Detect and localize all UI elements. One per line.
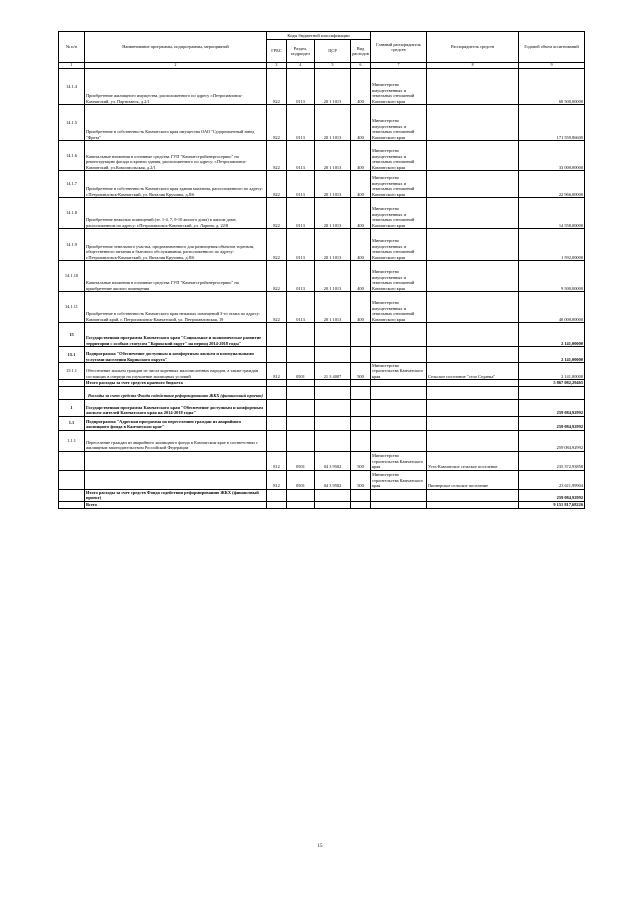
row-razdel	[287, 386, 315, 399]
row-grbs	[267, 347, 287, 363]
col-number: 2	[85, 63, 267, 69]
document-sheet	[58, 31, 584, 509]
row-amount: 60 500,00000	[519, 69, 585, 105]
row-recipient	[427, 347, 519, 363]
row-razdel: 0501	[287, 451, 315, 470]
row-razdel: 0113	[287, 141, 315, 171]
row-number: 1	[59, 399, 85, 416]
table-row	[59, 105, 585, 141]
row-razdel: 0113	[287, 171, 315, 198]
row-amount: 259 084,92992	[519, 399, 585, 416]
row-vr	[351, 386, 371, 399]
row-recipient	[427, 69, 519, 105]
row-csr	[315, 347, 351, 363]
table-row	[59, 292, 585, 323]
row-grbs	[267, 323, 287, 347]
row-manager	[371, 323, 427, 347]
row-razdel	[287, 323, 315, 347]
row-amount: 14 558,00000	[519, 198, 585, 229]
row-grbs	[267, 489, 287, 501]
table-row	[59, 69, 585, 105]
table-row	[59, 141, 585, 171]
row-recipient: Пионерское сельское поселение	[427, 470, 519, 489]
row-amount: 9 500,00000	[519, 261, 585, 292]
col-number: 9	[519, 63, 585, 69]
row-number: 14.1.7	[59, 171, 85, 198]
row-razdel: 0113	[287, 105, 315, 141]
row-amount: 40 000,00000	[519, 292, 585, 323]
row-name: Обеспечение жильем граждан из числа коренных малочисленных народов, а также граждан состоящих в очереди на улучшение жилищных условий	[85, 363, 267, 380]
row-grbs: 822	[267, 171, 287, 198]
row-amount: 2 141,00000	[519, 347, 585, 363]
row-name: Приобретение в собственность Камчатского края здания магазина, расположенного по адресу: г.Петропавловск-Камчатский, ул. Виталия Кручины, д.8/6	[85, 171, 267, 198]
table-row	[59, 430, 585, 451]
row-amount: 5 867 082,29465	[519, 380, 585, 386]
row-grbs	[267, 501, 287, 508]
row-amount: 259 084,92992	[519, 430, 585, 451]
row-razdel	[287, 501, 315, 508]
row-recipient	[427, 430, 519, 451]
table-row	[59, 386, 585, 399]
row-vr	[351, 430, 371, 451]
row-amount: 23 611,99904	[519, 470, 585, 489]
row-recipient	[427, 198, 519, 229]
row-amount: 259 084,92992	[519, 416, 585, 430]
row-vr: 500	[351, 363, 371, 380]
row-vr: 400	[351, 171, 371, 198]
budget-table	[58, 31, 585, 509]
row-manager: Министерство строительства Камчатского края	[371, 470, 427, 489]
row-number	[59, 501, 85, 508]
row-grbs	[267, 430, 287, 451]
table-row	[59, 451, 585, 470]
row-grbs: 812	[267, 451, 287, 470]
row-amount: 33 000,00000	[519, 141, 585, 171]
row-manager	[371, 347, 427, 363]
row-grbs: 822	[267, 105, 287, 141]
row-razdel: 0501	[287, 363, 315, 380]
row-name: Государственная программа Камчатского края "Социальное и экономическое развитие территории с особым статусом "Корякский округ" на период 2014-2018 годы"	[85, 323, 267, 347]
table-row	[59, 261, 585, 292]
row-grbs: 822	[267, 292, 287, 323]
header-vr: Вид расходов	[351, 40, 371, 63]
row-name: Итого расходы за счет средств Фонда содействия реформированию ЖКХ (финансовый проект)	[85, 489, 267, 501]
row-manager: Министерство строительства Камчатского края	[371, 363, 427, 380]
table-row	[59, 470, 585, 489]
header-grbs: ГРБС	[267, 40, 287, 63]
row-amount: 235 372,93858	[519, 451, 585, 470]
row-name	[85, 451, 267, 470]
row-csr	[315, 430, 351, 451]
row-name: Всего	[85, 501, 267, 508]
row-vr	[351, 347, 371, 363]
row-name: Приобретение в собственность Камчатского края нежилых помещений 3-го этажа по адресу: Камчатский край, г. Петропавловск-Камчатский, ул. Петропавловская, 19	[85, 292, 267, 323]
row-csr: 20 1 1013	[315, 141, 351, 171]
row-vr: 400	[351, 261, 371, 292]
table-row	[59, 323, 585, 347]
table-row	[59, 229, 585, 261]
col-number: 5	[315, 63, 351, 69]
row-vr	[351, 489, 371, 501]
row-vr: 400	[351, 292, 371, 323]
col-number: 3	[267, 63, 287, 69]
row-csr: 04 3 9502	[315, 470, 351, 489]
row-vr: 400	[351, 69, 371, 105]
row-amount: 2 141,00000	[519, 363, 585, 380]
row-name: Приобретение жилищного имущества, расположенного по адресу г.Петропавловск-Камчатский, ул. Партизанск, д.2/1	[85, 69, 267, 105]
row-number: 14.1.9	[59, 229, 85, 261]
row-razdel	[287, 416, 315, 430]
row-recipient	[427, 105, 519, 141]
table-row	[59, 198, 585, 229]
row-vr	[351, 323, 371, 347]
row-grbs: 812	[267, 470, 287, 489]
row-number: 14.1.8	[59, 198, 85, 229]
row-csr	[315, 399, 351, 416]
table-row	[59, 416, 585, 430]
row-recipient	[427, 416, 519, 430]
col-number: 1	[59, 63, 85, 69]
table-row	[59, 501, 585, 508]
row-manager: Министерство имущественных и земельных отношений Камчатского края	[371, 69, 427, 105]
row-grbs	[267, 399, 287, 416]
row-grbs	[267, 386, 287, 399]
row-recipient	[427, 489, 519, 501]
row-name: Капитальные вложения в основные средства ГУП "Камчатстройэнергосервис" на приобретение жилого помещения	[85, 261, 267, 292]
row-vr: 500	[351, 470, 371, 489]
row-recipient	[427, 323, 519, 347]
row-recipient	[427, 261, 519, 292]
row-vr: 400	[351, 229, 371, 261]
row-vr: 400	[351, 198, 371, 229]
header-recipient: Распорядитель средств	[427, 32, 519, 63]
row-vr	[351, 416, 371, 430]
row-manager: Министерство имущественных и земельных отношений Камчатского края	[371, 292, 427, 323]
row-razdel: 0113	[287, 292, 315, 323]
row-csr: 20 1 1013	[315, 229, 351, 261]
row-name: Государственная программа Камчатского края "Обеспечение доступным и комфортным жильем жителей Камчатского края на 2014-2018 годы"	[85, 399, 267, 416]
row-razdel	[287, 347, 315, 363]
row-csr: 20 1 1013	[315, 69, 351, 105]
row-manager	[371, 399, 427, 416]
row-grbs	[267, 416, 287, 430]
row-number: 15.1	[59, 347, 85, 363]
table-row	[59, 489, 585, 501]
row-number	[59, 451, 85, 470]
header-amount: Годовой объем ассигнований	[519, 32, 585, 63]
row-csr	[315, 386, 351, 399]
header-manager: Главный распорядитель средств	[371, 32, 427, 63]
row-amount: 1 592,00000	[519, 229, 585, 261]
row-grbs: 822	[267, 229, 287, 261]
row-recipient: Усть-Камчатское сельское поселение	[427, 451, 519, 470]
row-grbs: 822	[267, 69, 287, 105]
row-recipient	[427, 386, 519, 399]
row-csr: 20 1 1013	[315, 171, 351, 198]
row-recipient: Сельское поселение "село Седанка"	[427, 363, 519, 380]
row-razdel	[287, 430, 315, 451]
row-razdel: 0113	[287, 69, 315, 105]
row-vr: 500	[351, 451, 371, 470]
row-name: Приобретение земельного участка, предназначенного для размещения объектов торговли, общественного питания и бытового обслуживания, расположенного по адресу: г.Петропавловск-Камчатский, ул. Виталия Кручины, д.8/6	[85, 229, 267, 261]
row-manager	[371, 430, 427, 451]
col-number: 8	[427, 63, 519, 69]
row-name: Приобретение в собственность Камчатского края имущества ОАО "Судоремонтный завод "Фреза"	[85, 105, 267, 141]
row-number: 1.1.1	[59, 430, 85, 451]
row-razdel: 0113	[287, 229, 315, 261]
row-number: 14.1.5	[59, 105, 85, 141]
row-grbs: 822	[267, 261, 287, 292]
row-manager: Министерство имущественных и земельных отношений Камчатского края	[371, 171, 427, 198]
table-row	[59, 363, 585, 380]
row-grbs: 812	[267, 363, 287, 380]
col-number: 6	[351, 63, 371, 69]
col-number: 4	[287, 63, 315, 69]
row-razdel: 0113	[287, 198, 315, 229]
row-recipient	[427, 399, 519, 416]
row-recipient	[427, 501, 519, 508]
header-razdel: Раздел, подраздел	[287, 40, 315, 63]
table-row	[59, 347, 585, 363]
row-amount: 22 966,00000	[519, 171, 585, 198]
row-name: Итого расходы за счет средств краевого бюджета	[85, 380, 267, 386]
row-name: Расходы за счет средств Фонда содействия реформированию ЖКХ (финансовый проект)	[85, 386, 267, 399]
header-bcc: Коды бюджетной классификации	[267, 32, 371, 40]
header-no: № п/п	[59, 32, 85, 63]
row-razdel: 0501	[287, 470, 315, 489]
row-amount: 9 151 817,68226	[519, 501, 585, 508]
row-csr: 20 1 1013	[315, 198, 351, 229]
row-number	[59, 470, 85, 489]
row-vr: 400	[351, 141, 371, 171]
row-amount: 2 141,00000	[519, 323, 585, 347]
row-amount: 259 084,92992	[519, 489, 585, 501]
row-csr	[315, 416, 351, 430]
row-number: 1.1	[59, 416, 85, 430]
row-name: Переселение граждан из аварийного жилищного фонда в Камчатском крае в соответствии с жилищным законодательством Российской Федерации	[85, 430, 267, 451]
row-csr: 20 1 1013	[315, 105, 351, 141]
row-csr	[315, 489, 351, 501]
row-razdel: 0113	[287, 261, 315, 292]
row-name: Капитальные вложения в основные средства ГУП "Камчатстройэнергосервис" на реконструкцию фасада и кровли здания, расположенного по адресу: г.Петропавловск-Камчатский, ул.Комсомольская, д.2/1	[85, 141, 267, 171]
row-manager: Министерство строительства Камчатского края	[371, 451, 427, 470]
row-csr	[315, 501, 351, 508]
row-vr	[351, 501, 371, 508]
row-number: 14.1.4	[59, 69, 85, 105]
row-amount: 171 559,86600	[519, 105, 585, 141]
page-number: 15	[317, 844, 323, 849]
row-csr: 20 1 1013	[315, 261, 351, 292]
header-name: Наименование программы, подпрограммы, мероприятий	[85, 32, 267, 63]
row-manager: Министерство имущественных и земельных отношений Камчатского края	[371, 141, 427, 171]
row-grbs: 822	[267, 141, 287, 171]
row-manager: Министерство имущественных и земельных отношений Камчатского края	[371, 261, 427, 292]
row-vr: 400	[351, 105, 371, 141]
row-vr	[351, 399, 371, 416]
row-recipient	[427, 141, 519, 171]
row-csr	[315, 323, 351, 347]
table-row	[59, 171, 585, 198]
row-amount	[519, 386, 585, 399]
row-name: Подпрограмма "Обеспечение доступным и комфортным жильем и коммунальными услугами населения Корякского округа"	[85, 347, 267, 363]
row-manager	[371, 489, 427, 501]
row-recipient	[427, 171, 519, 198]
row-manager: Министерство имущественных и земельных отношений Камчатского края	[371, 198, 427, 229]
row-razdel	[287, 489, 315, 501]
row-number	[59, 489, 85, 501]
row-manager: Министерство имущественных и земельных отношений Камчатского края	[371, 105, 427, 141]
row-name: Подпрограмма "Адресная программа по переселению граждан из аварийного жилищного фонда в Камчатском крае"	[85, 416, 267, 430]
row-recipient	[427, 292, 519, 323]
row-number: 14.1.6	[59, 141, 85, 171]
row-number	[59, 386, 85, 399]
row-manager	[371, 501, 427, 508]
row-manager	[371, 416, 427, 430]
col-number: 7	[371, 63, 427, 69]
row-csr: 21 3 4007	[315, 363, 351, 380]
row-csr: 20 1 1013	[315, 292, 351, 323]
row-number: 15.1.1	[59, 363, 85, 380]
row-manager: Министерство имущественных и земельных отношений Камчатского края	[371, 229, 427, 261]
row-recipient	[427, 229, 519, 261]
row-number: 14.1.11	[59, 292, 85, 323]
row-number: 15	[59, 323, 85, 347]
table-row	[59, 399, 585, 416]
header-csr: ЦСР	[315, 40, 351, 63]
row-name	[85, 470, 267, 489]
row-csr: 04 3 9502	[315, 451, 351, 470]
row-number: 14.1.10	[59, 261, 85, 292]
row-manager	[371, 386, 427, 399]
row-name: Приобретение нежилых помещений (эт. 1-4, 7, 9-10 жилого дома) в жилом доме, расположенном по адресу: г.Петропавловск-Камчатский, ул. Ларина, д. 22/8	[85, 198, 267, 229]
row-razdel	[287, 399, 315, 416]
row-grbs: 822	[267, 198, 287, 229]
